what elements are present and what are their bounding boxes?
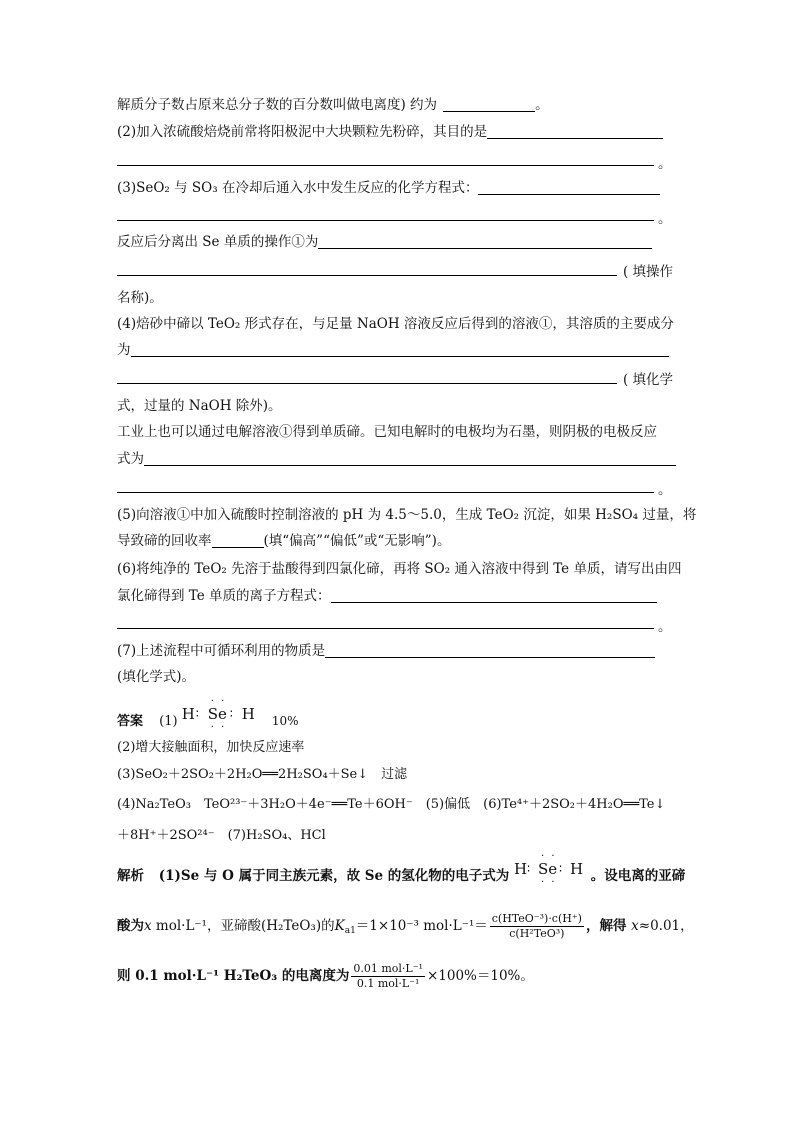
analysis-label: 解析	[117, 868, 144, 884]
lewis-h-right: H	[241, 704, 255, 723]
q3-end: 。	[658, 211, 672, 227]
lewis-h-left: H	[181, 704, 195, 723]
q4-tail1: ( 填化学	[623, 372, 674, 388]
analysis-p2-c: ＝1×10⁻³ mol·L⁻¹＝	[355, 918, 488, 934]
analysis-lone-pair-top: · ·	[541, 850, 557, 862]
q3b-tail2: 名称)。	[117, 290, 163, 306]
analysis-p2-a: 酸为	[117, 918, 144, 934]
q1-end: 。	[535, 97, 549, 113]
q4-text3: 工业上也可以通过电解溶液①得到单质碲。已知电解时的电极均为石墨，则阴极的电极反应	[117, 424, 657, 440]
q2-answer-line[interactable]	[117, 165, 654, 166]
q5-answer-blank[interactable]	[212, 533, 264, 548]
q6-text1: (6)将纯净的 TeO₂ 先溶于盐酸得到四氯化碲，再将 SO₂ 通入溶液中得到 Te 单质，请写出由四	[117, 561, 682, 577]
analysis-ka-fraction	[490, 912, 584, 941]
q5-text1: (5)向溶液①中加入硫酸时控制溶液的 pH 为 4.5～5.0，生成 TeO₂ 沉淀，如果 H₂SO₄ 过量，将	[117, 507, 697, 523]
analysis-ka-denominator: c(H²TeO³)	[509, 927, 565, 940]
analysis-var-k: K	[334, 918, 345, 934]
q3b-text: 反应后分离出 Se 单质的操作①为	[117, 234, 319, 250]
q5-line2	[117, 531, 450, 551]
analysis-p2-d: ，解得	[585, 918, 632, 934]
analysis-p3-a: 则 0.1 mol·L⁻¹ H₂TeO₃ 的电离度为	[117, 968, 350, 984]
lewis-structure-h2se	[181, 695, 260, 736]
q6-text2: 氯化碲得到 Te 单质的离子方程式：	[117, 588, 331, 604]
analysis-ionization-fraction	[351, 962, 425, 991]
q4-answer-blank[interactable]	[131, 342, 669, 357]
analysis-ionization-numerator: 0.01 mol·L⁻¹	[353, 962, 423, 975]
analysis-var-x-2: x	[631, 918, 639, 934]
q3b-answer-line[interactable]	[117, 275, 617, 276]
q6-line2	[117, 586, 657, 606]
analysis-line3	[117, 958, 534, 994]
q7-tail: (填化学式)。	[117, 669, 196, 685]
q4-electrode-blank[interactable]	[144, 451, 676, 466]
q3b-line	[117, 232, 652, 252]
analysis-p3-b: ×100%＝10%。	[426, 968, 534, 984]
q4-text4: 式为	[117, 451, 144, 467]
analysis-var-k-sub: a1	[344, 926, 356, 936]
q6-answer-line[interactable]	[117, 628, 654, 629]
analysis-line1	[117, 850, 686, 890]
analysis-ka-numerator: c(HTeO⁻³)·c(H⁺)	[491, 912, 582, 925]
q1-tail-text: 解质分子数占原来总分子数的百分数叫做电离度) 约为	[117, 97, 438, 113]
analysis-p1: (1)Se 与 O 属于同主族元素，故 Se 的氢化物的电子式为	[158, 868, 510, 884]
lewis-bond-dots-left: ∶	[195, 706, 199, 721]
q6-end: 。	[658, 619, 672, 635]
lewis-se: Se	[207, 704, 227, 723]
q3-text: (3)SeO₂ 与 SO₃ 在冷却后通入水中发生反应的化学方程式：	[117, 180, 479, 196]
analysis-lewis-bond-right: ∶	[559, 861, 563, 876]
q4-line4	[117, 449, 676, 469]
q3b-answer-blank[interactable]	[318, 234, 652, 249]
analysis-ionization-denominator: 0.1 mol·L⁻¹	[356, 977, 420, 990]
analysis-lewis-bond-left: ∶	[527, 861, 531, 876]
q3-line	[117, 178, 660, 198]
analysis-lewis-structure	[514, 850, 586, 891]
q4-end: 。	[658, 482, 672, 498]
q1-tail-line	[117, 95, 549, 115]
q2-end: 。	[658, 156, 672, 172]
answer-a1-value: 10%	[271, 714, 299, 728]
answer-a2: (2)增大接触面积，加快反应速率	[117, 740, 305, 755]
q1-answer-blank[interactable]	[443, 97, 535, 112]
q7-text: (7)上述流程中可循环利用的物质是	[117, 643, 326, 659]
q4-answer-line[interactable]	[117, 383, 617, 384]
lewis-lone-pair-bottom: · ·	[210, 721, 227, 733]
q7-line	[117, 641, 655, 661]
q7-answer-blank[interactable]	[325, 643, 655, 658]
q3-answer-line[interactable]	[117, 220, 654, 221]
analysis-var-x: x	[144, 918, 152, 934]
analysis-lewis-h-left: H	[514, 859, 528, 878]
analysis-p1-end: 。设电离的亚碲	[590, 868, 686, 884]
q4-tail2: 式，过量的 NaOH 除外)。	[117, 398, 282, 414]
answer-a4: (4)Na₂TeO₃ TeO²³⁻＋3H₂O＋4e⁻══Te＋6OH⁻ (5)偏低 (6)Te⁴⁺＋2SO₂＋4H₂O══Te↓	[117, 797, 666, 812]
answer-a1-prefix: (1)	[159, 714, 178, 729]
analysis-p2-b: mol·L⁻¹，亚碲酸(H₂TeO₃)的	[151, 918, 335, 934]
q5-text2a: 导致碲的回收率	[117, 533, 212, 549]
q5-text2b: (填“偏高”“偏低”或“无影响”)。	[263, 533, 451, 549]
answer-line1	[117, 695, 299, 735]
analysis-line2	[117, 908, 694, 944]
analysis-lewis-h-right: H	[570, 859, 584, 878]
answer-a4b: ＋8H⁺＋2SO²⁴⁻ (7)H₂SO₄、HCl	[117, 828, 326, 843]
analysis-lewis-se: Se	[538, 859, 558, 878]
q4-text2: 为	[117, 342, 131, 358]
q3-answer-blank[interactable]	[478, 180, 660, 195]
answer-a3: (3)SeO₂＋2SO₂＋2H₂O══2H₂SO₄＋Se↓ 过滤	[117, 767, 408, 782]
q4-line2	[117, 340, 669, 360]
q2-text: (2)加入浓硫酸焙烧前常将阳极泥中大块颗粒先粉碎，其目的是	[117, 124, 488, 140]
q6-answer-blank[interactable]	[331, 588, 657, 603]
q3b-tail1: ( 填操作	[623, 264, 674, 280]
lewis-bond-dots-right: ∶	[229, 706, 233, 721]
lewis-lone-pair-top: · ·	[210, 695, 227, 707]
analysis-p2-e: ≈0.01，	[638, 918, 694, 934]
q2-answer-blank[interactable]	[487, 124, 663, 139]
answer-label: 答案	[117, 714, 144, 729]
q2-line	[117, 122, 663, 142]
q4-electrode-line[interactable]	[117, 492, 654, 493]
analysis-lone-pair-bottom: · ·	[541, 876, 557, 888]
q4-text1: (4)焙砂中碲以 TeO₂ 形式存在，与足量 NaOH 溶液反应后得到的溶液①，其溶质的主要成分	[117, 316, 674, 332]
